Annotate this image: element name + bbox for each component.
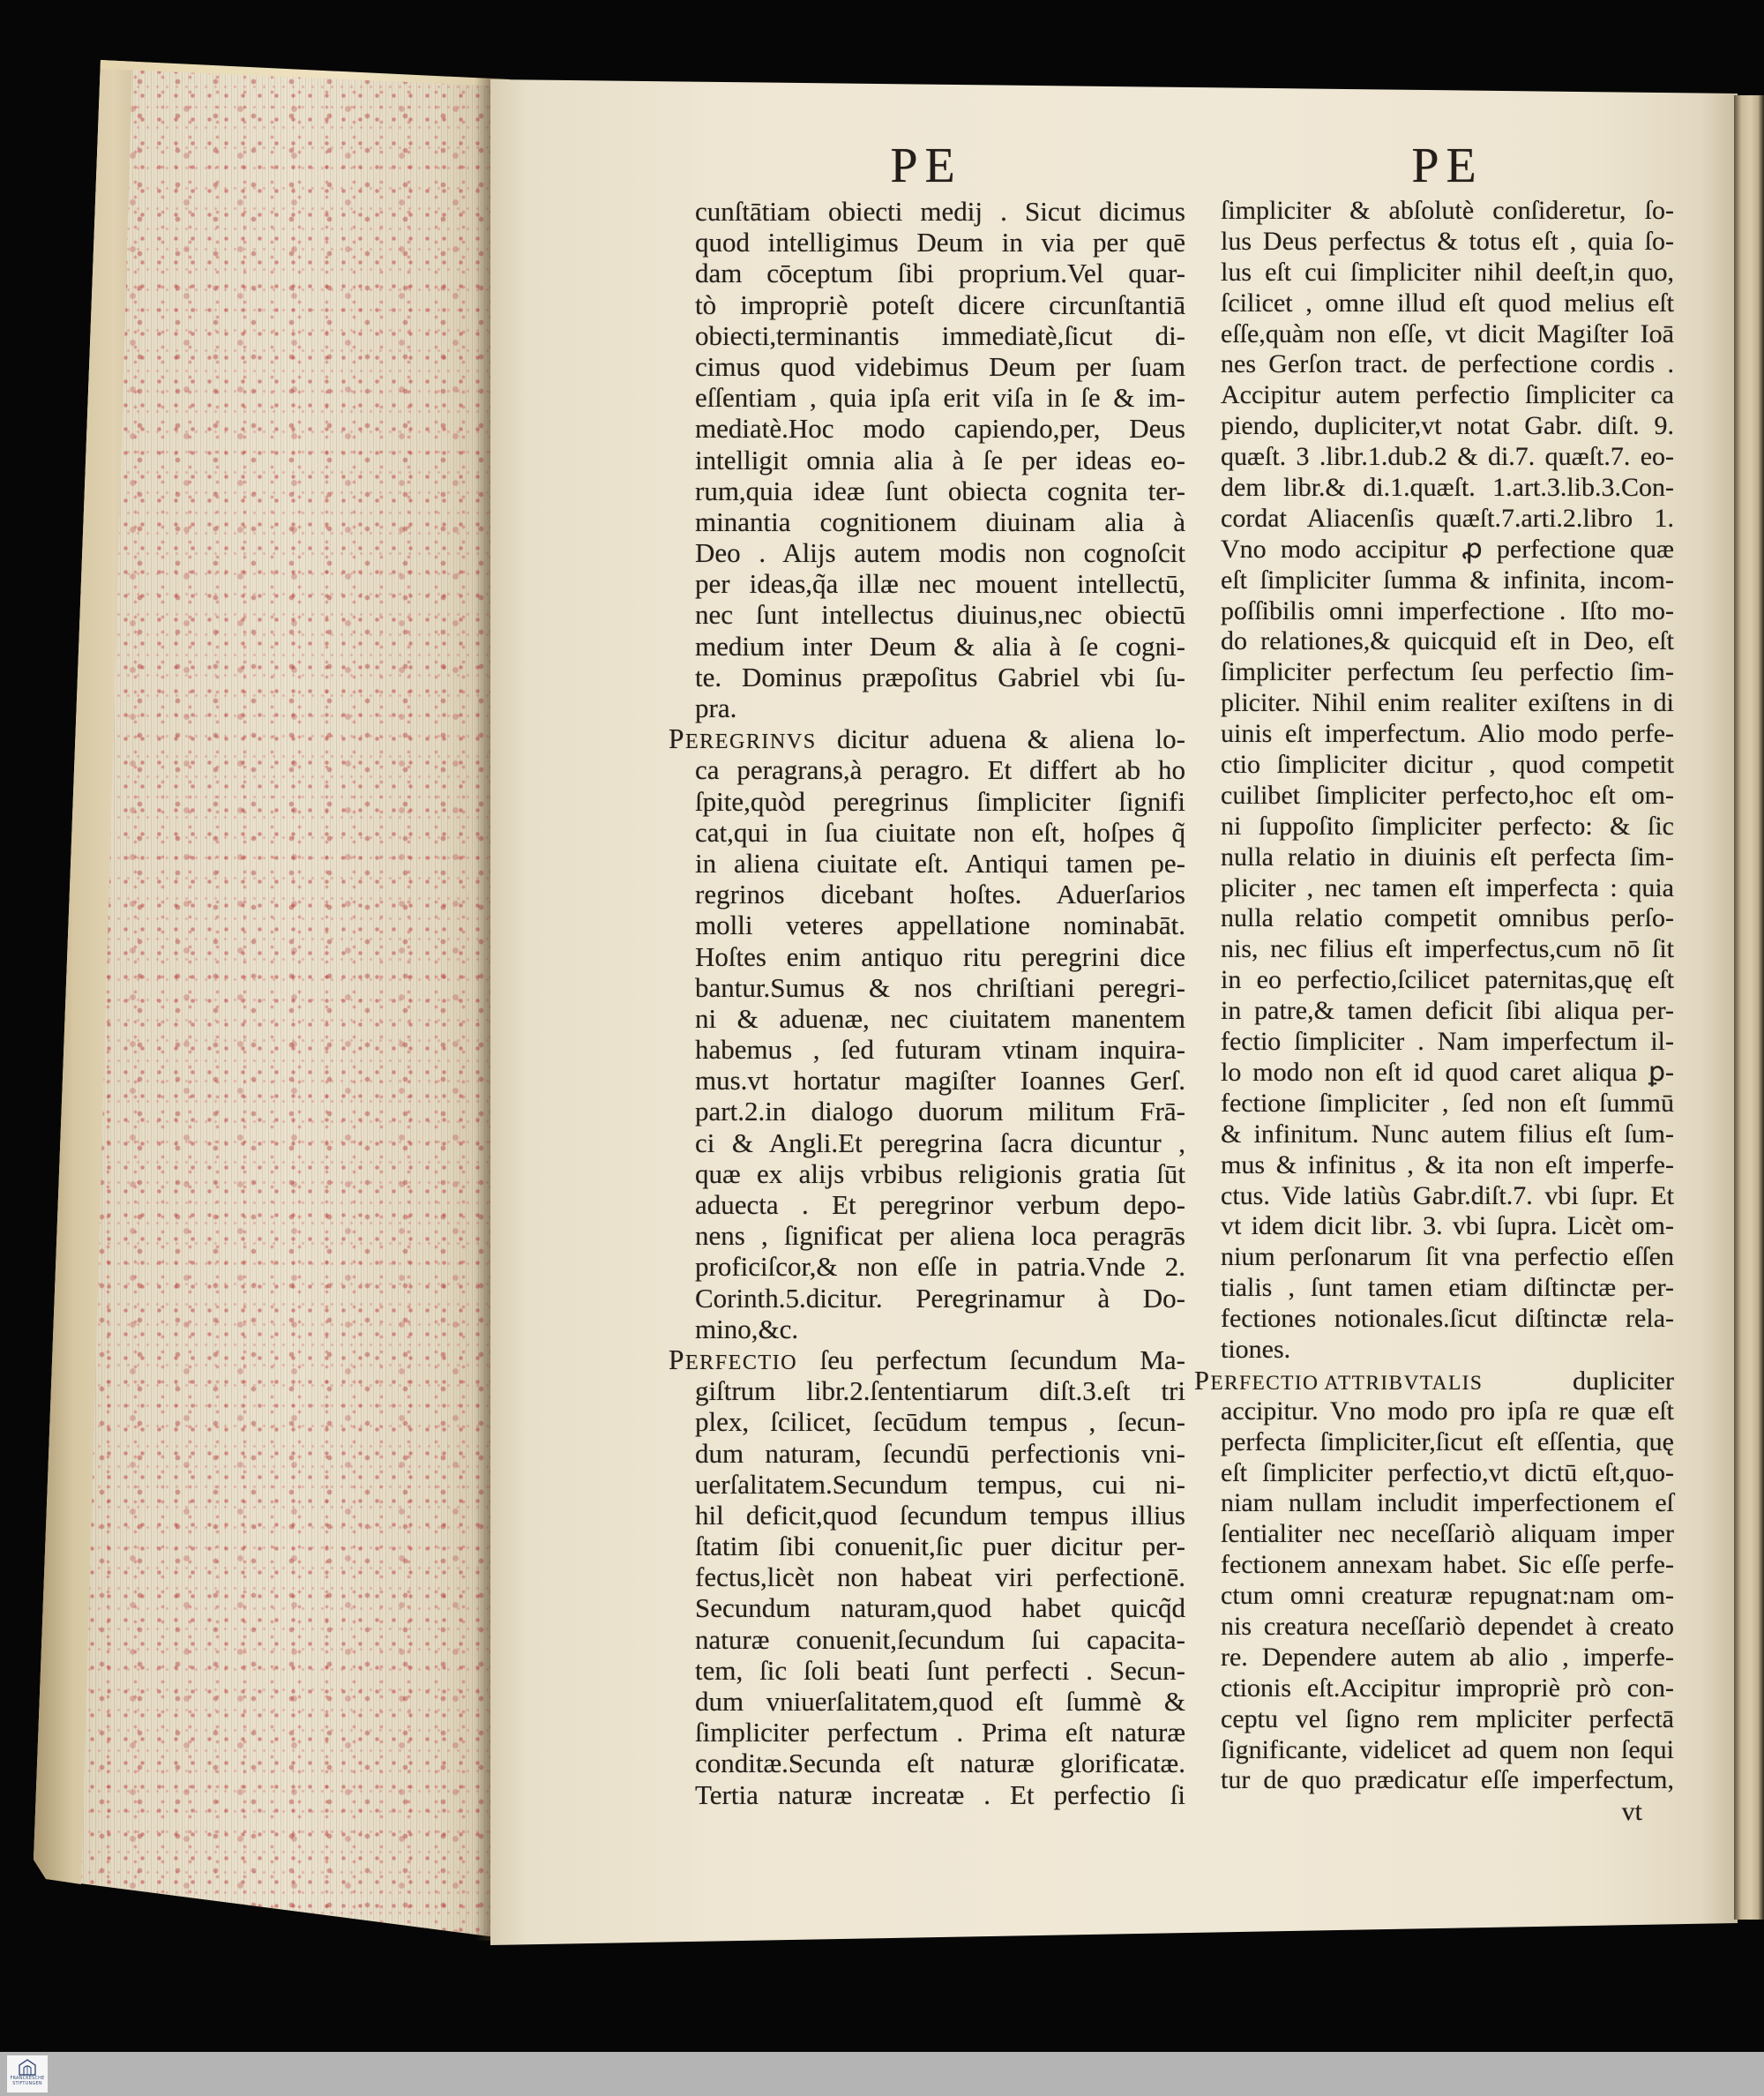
text-line: in eo perfectio,ſcilicet paternitas,quę eſt [1221, 965, 1674, 995]
text-line: poſſibilis omni imperfectione . Iſto mo- [1221, 595, 1674, 625]
text-line: plex, ſcilicet, ſecūdum tempus , ſecun- [695, 1406, 1185, 1438]
text-line: ni ſuppoſito ſimpliciter perfecto: & ſic [1221, 811, 1674, 841]
logo-text-line-2: STIFTUNGEN [12, 2081, 42, 2086]
text-line: aduecta . Et peregrinor verbum depo- [695, 1189, 1185, 1220]
text-line: ſignificante, videlicet ad quem non ſequi [1221, 1734, 1674, 1764]
text-line: ſentialiter nec neceſſariò aliquam imper [1221, 1519, 1674, 1549]
text-line: fectione ſimpliciter , ſed non eſt ſummū [1221, 1088, 1674, 1118]
text-line: fectiones notionales.ſicut diſtinctæ rela- [1221, 1304, 1674, 1334]
right-column [1194, 196, 1674, 1827]
text-line: mino,&c. [695, 1313, 799, 1344]
text-line: nis, nec filius eſt imperfectus,cum nō ſit [1221, 934, 1674, 964]
library-gate-icon [18, 2058, 37, 2076]
text-line: eſt ſimpliciter ſumma & infinita, incom- [1221, 565, 1674, 595]
text-line: te. Dominus præpoſitus Gabriel vbi ſu- [695, 661, 1185, 692]
text-line: fectio ſimpliciter . Nam imperfectum il- [1221, 1027, 1674, 1057]
text-line: ceptu vel ſigno rem mpliciter perfectā [1221, 1703, 1674, 1733]
text-line: nens , ſignificat per aliena loca peragrās [695, 1220, 1185, 1252]
text-line: quæ ex alijs vrbibus religionis gratia ſūt [695, 1157, 1185, 1189]
text-line: cunſtātiam obiecti medij . Sicut dicimus [695, 196, 1185, 227]
library-logo [7, 2055, 48, 2092]
text-line: ni & aduenæ, nec ciuitatem manentem [695, 1002, 1185, 1034]
text-line: tem, ſic ſoli beati ſunt perfecti . Secun- [695, 1654, 1185, 1686]
text-line: minantia cognitionem diuinam alia à [695, 505, 1185, 537]
text-line: hil deficit,quod ſecundum tempus illius [695, 1499, 1185, 1531]
text-line: Hoſtes enim antiquo ritu peregrini dice [695, 940, 1185, 972]
text-line: niam nullam includit imperfectionem eſ [1221, 1488, 1674, 1518]
text-line: tur de quo prædicatur eſſe imperfectum, [1221, 1765, 1674, 1795]
text-line: cat,qui in ſua ciuitate non eſt, hoſpes q̃ [695, 816, 1185, 848]
text-line: nulla relatio competit omnibus perſo- [1221, 903, 1674, 933]
text-line: in aliena ciuitate eſt. Antiqui tamen pe- [695, 847, 1185, 879]
text-line: lo modo non eſt id quod caret aliqua ꝑ- [1221, 1057, 1674, 1087]
text-line: obiecti,terminantis immediatè,ſicut di- [695, 319, 1185, 351]
text-line: dem libr.& di.1.quæſt. 1.art.3.lib.3.Con- [1221, 473, 1674, 503]
text-line: ctionis eſt.Accipitur impropriè prò con- [1221, 1673, 1674, 1703]
text-line: pliciter. Nihil enim realiter exiſtens in di [1221, 688, 1674, 718]
text-line: ci & Angli.Et peregrina ſacra dicuntur , [695, 1127, 1185, 1158]
running-head-left: PE [890, 138, 962, 193]
text-line: pliciter , nec tamen eſt imperfecta : quia [1221, 872, 1674, 902]
next-leaf-edge [1734, 95, 1764, 1920]
text-line: Accipitur autem perfectio ſimpliciter ca [1221, 380, 1674, 410]
text-line: nec ſunt intellectus diuinus,nec obiectū [695, 599, 1185, 631]
headword: PEREGRINVS [669, 723, 817, 755]
text-line: nium perſonarum ſit vna perfectio eſſen [1221, 1242, 1674, 1272]
text-line: pra. [695, 692, 737, 723]
text-line: lus Deus perfectus & totus eſt , quia ſo- [1221, 226, 1674, 256]
text-line [669, 723, 1185, 754]
text-line: cimus quod videbimus Deum per ſuam [695, 350, 1185, 382]
text-line: ſpite,quòd peregrinus ſimpliciter ſignifi [695, 785, 1185, 817]
text-line: lus eſt cui ſimpliciter nihil deeſt,in quo, [1221, 257, 1674, 287]
text-line: nis creatura neceſſariò dependet à creato [1221, 1611, 1674, 1641]
text-line [669, 1344, 1185, 1375]
text-line: perfecta ſimpliciter,ſicut eſt eſſentia, quę [1221, 1426, 1674, 1456]
text-line: part.2.in dialogo duorum militum Frā- [695, 1096, 1185, 1127]
text-line: rum,quia ideæ ſunt obiecta cognita ter- [695, 475, 1185, 506]
text-line: Tertia naturæ increatæ . Et perfectio ſi [695, 1778, 1185, 1810]
text-line: habemus , ſed futuram vtinam inquira- [695, 1034, 1185, 1066]
headword-text: dupliciter [1483, 1366, 1674, 1396]
text-line: fectionem annexam habet. Sic eſſe perfe- [1221, 1550, 1674, 1580]
text-line: ſcilicet , omne illud eſt quod melius eſt [1221, 288, 1674, 318]
text-line: dum vniuerſalitatem,quod eſt ſummè & [695, 1686, 1185, 1717]
text-line: dam cōceptum ſibi proprium.Vel quar- [695, 258, 1185, 289]
text-line: eſt ſimpliciter perfectio,vt dictū eſt,quo- [1221, 1457, 1674, 1487]
text-line: Vno modo accipitur ꝓ perfectione quæ [1221, 534, 1674, 564]
text-line: tò impropriè poteſt dicere circunſtantiā [695, 288, 1185, 320]
text-line: eſſe,quàm non eſſe, vt dicit Magiſter Ioā [1221, 318, 1674, 348]
text-line: cordat Aliacenſis quæſt.7.arti.2.libro 1. [1221, 503, 1674, 533]
text-line: uerſalitatem.Secundum tempus, cui ni- [695, 1468, 1185, 1500]
text-line: ſtatim ſibi conuenit,ſic puer dicitur per- [695, 1531, 1185, 1562]
text-line: eſſentiam , quia ipſa erit viſa in ſe & im- [695, 382, 1185, 414]
text-line: mus & infinitus , & ita non eſt imperfe- [1221, 1149, 1674, 1179]
catchword: vt [1621, 1797, 1642, 1827]
text-line: piendo, dupliciter,vt notat Gabr. diſt. 9. [1221, 411, 1674, 441]
text-line: ſimpliciter perfectum . Prima eſt naturæ [695, 1717, 1185, 1748]
text-line: uinis eſt imperfectum. Alio modo perfe- [1221, 719, 1674, 749]
viewer-footer-bar [0, 2052, 1764, 2096]
text-line: medium inter Deum & alia à ſe cogni- [695, 630, 1185, 662]
text-line: vt idem dicit libr. 3. vbi ſupra. Licèt om- [1221, 1211, 1674, 1241]
text-line: intelligit omnia alia à ſe per ideas eo- [695, 444, 1185, 475]
text-line: naturæ conuenit,ſecundum ſui capacita- [695, 1623, 1185, 1655]
text-line: quod intelligimus Deum in via per quē [695, 227, 1185, 258]
headword-text: ſeu perfectum ſecundum Ma- [797, 1344, 1185, 1375]
text-line: regrinos dicebant hoſtes. Aduerſarios [695, 879, 1185, 910]
logo-text-line-1: FRANCKESCHE [10, 2076, 45, 2081]
text-line: re. Dependere autem ab alio , imperfe- [1221, 1642, 1674, 1672]
text-line: ca peragrans,à peragro. Et differt ab ho [695, 754, 1185, 786]
text-line: nes Gerſon tract. de perfectione cordis . [1221, 349, 1674, 379]
text-line: mus.vt hortatur magiſter Ioannes Gerſ. [695, 1065, 1185, 1097]
headword-text: dicitur aduena & aliena lo- [816, 723, 1185, 755]
headword: PERFECTIO [669, 1344, 798, 1375]
left-column [669, 196, 1185, 1810]
text-line: ctio ſimpliciter dicitur , quod competit [1221, 750, 1674, 780]
headword: PERFECTIO ATTRIBVTALIS [1194, 1365, 1484, 1396]
text-line: ſimpliciter & abſolutè conſideretur, ſo- [1221, 196, 1674, 225]
text-line: bantur.Sumus & nos chriſtiani peregri- [695, 971, 1185, 1003]
text-line: ctum omni creaturæ repugnat:nam om- [1221, 1581, 1674, 1611]
text-line: do relationes,& quicquid eſt in Deo, eſt [1221, 626, 1674, 656]
text-line: Secundum naturam,quod habet quicq̃d [695, 1592, 1185, 1624]
text-line: tialis , ſunt tamen etiam diſtinctæ per- [1221, 1273, 1674, 1303]
text-line: in patre,& tamen deficit ſibi aliqua per- [1221, 996, 1674, 1026]
text-line: fectus,licèt non habeat viri perfectionē. [695, 1561, 1185, 1593]
text-line: & infinitum. Nunc autem filius eſt ſum- [1221, 1119, 1674, 1149]
text-line: molli veteres appellatione nominabāt. [695, 910, 1185, 941]
text-line: conditæ.Secunda eſt naturæ glorificatæ. [695, 1748, 1185, 1779]
text-line: cuilibet ſimpliciter perfecto,hoc eſt om- [1221, 780, 1674, 810]
text-line: nulla relatio in diuinis eſt perfecta ſim- [1221, 842, 1674, 872]
text-line: ſimpliciter perfectum ſeu perfectio ſim- [1221, 657, 1674, 687]
text-line [1194, 1366, 1674, 1396]
text-line: proficiſcor,& non eſſe in patria.Vnde 2. [695, 1251, 1185, 1283]
text-line: ctus. Vide latiùs Gabr.diſt.7. vbi ſupr. Et [1221, 1180, 1674, 1210]
text-line: Corinth.5.dicitur. Peregrinamur à Do- [695, 1282, 1185, 1314]
text-line: quæſt. 3 .libr.1.dub.2 & di.7. quæſt.7. eo- [1221, 442, 1674, 472]
text-line: per ideas,q̃a illæ nec mouent intellectū, [695, 568, 1185, 600]
text-line: giſtrum libr.2.ſententiarum diſt.3.eſt tri [695, 1375, 1185, 1407]
text-line: dum naturam, ſecundū perfectionis vni- [695, 1437, 1185, 1469]
text-line: accipitur. Vno modo pro ipſa re quæ eſt [1221, 1396, 1674, 1426]
text-line: mediatè.Hoc modo capiendo,per, Deus [695, 413, 1185, 445]
running-head-right: PE [1411, 138, 1484, 193]
text-line: tiones. [1221, 1334, 1291, 1364]
text-line: Deo . Alijs autem modis non cognoſcit [695, 537, 1185, 569]
